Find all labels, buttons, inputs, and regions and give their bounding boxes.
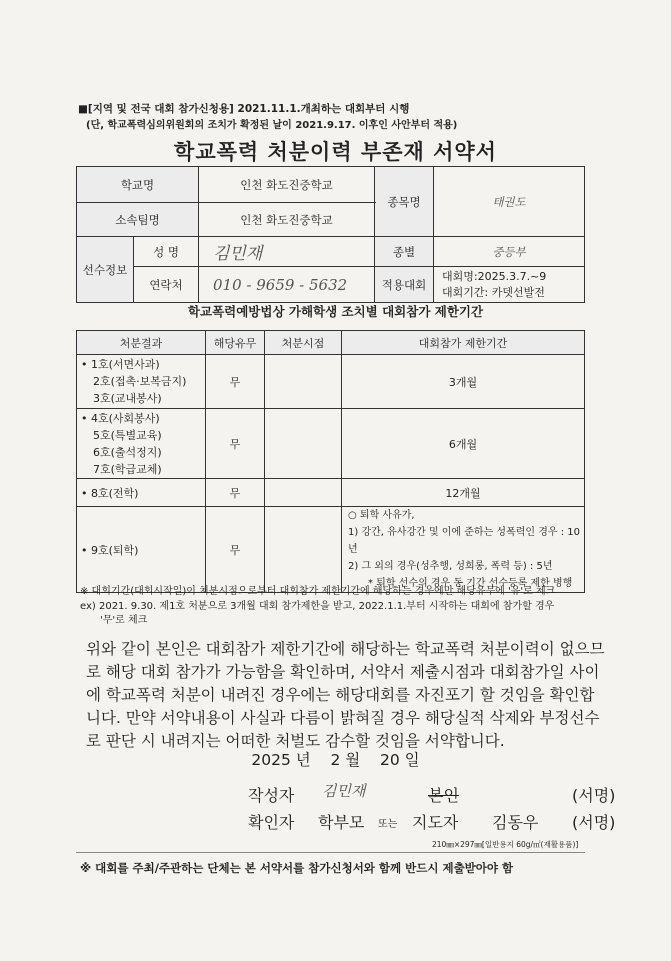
confirm-signature: (서명) <box>572 813 616 832</box>
period-line: * 퇴학 선수의 경우 동 기간 선수등록 제한 병행 <box>368 578 573 589</box>
decision-date <box>265 355 342 409</box>
note-3: '무'로 체크 <box>100 615 148 626</box>
result-item: 6호(출석정지) <box>93 445 162 459</box>
applicable-value: 무 <box>206 507 265 593</box>
confirm-or: 또는 <box>378 819 398 830</box>
competition-label: 적용대회 <box>375 267 434 303</box>
date-day-label: 일 <box>404 751 420 769</box>
category-value: 중등부 <box>434 237 585 267</box>
result-item: • 9호(퇴학) <box>77 507 206 593</box>
period-line: 2) 그 외의 경우(성추행, 성희롱, 폭력 등) : 5년 <box>348 561 553 572</box>
writer-role: 본인 <box>428 786 459 805</box>
period-value: 12개월 <box>342 479 585 507</box>
period-line: 1) 강간, 유사강간 및 이에 준하는 성폭력인 경우 : 10년 <box>348 527 581 555</box>
school-label: 학교명 <box>77 167 199 203</box>
footer-note: ※ 대회를 주최/주관하는 단체는 본 서약서를 참가신청서와 함께 반드시 제출받아야 함 <box>80 861 514 875</box>
competition-period: 대회기간: 카뎃선발전 <box>442 285 545 299</box>
result-item: • 1호(서면사과) <box>81 358 160 371</box>
writer-name: 김민재 <box>322 782 366 800</box>
decision-date <box>265 479 342 507</box>
writer-signature: (서명) <box>572 786 616 805</box>
period-value: 6개월 <box>342 409 585 479</box>
table-row <box>77 507 585 593</box>
confirm-parent: 학부모 <box>318 813 365 832</box>
name-value: 김민재 <box>199 237 375 267</box>
restriction-table <box>76 330 585 593</box>
confirm-label: 확인자 <box>248 813 295 832</box>
date-month: 2 <box>330 751 341 769</box>
writer-label: 작성자 <box>248 786 295 805</box>
table-row <box>77 409 585 479</box>
contact-value: 010 - 9659 - 5632 <box>199 267 375 303</box>
paper-spec: 210㎜×297㎜[일반용지 60g/㎡(재활용품)] <box>432 840 579 849</box>
header-line-1: ■[지역 및 전국 대회 참가신청용] 2021.11.1.개최하는 대회부터 시행 <box>78 103 410 115</box>
note-2: ex) 2021. 9.30. 제1호 처분으로 3개월 대회 참가제한을 받고, 2022.1.1.부터 시작하는 대회에 참가할 경우 <box>80 601 555 612</box>
sign-date <box>0 748 671 770</box>
statement-paragraph: 위와 같이 본인은 대회참가 제한기간에 해당하는 학교폭력 처분이력이 없으므로 해당 대회 참가가 가능함을 확인하며, 서약서 제출시점과 대회참가일 사이에 학교폭력 처분이 내려진 경우에는 해당대회를 자진포기 할 것임을 확인합니다. 만약 서약내용이 사실과 다름이 밝혀질 경우 해당실적 삭제와 부정선수로 판단 시 내려지는 어떠한 처벌도 감수할 것임을 서약합니다. <box>86 640 605 750</box>
contact-label: 연락처 <box>134 267 199 303</box>
team-value: 인천 화도진중학교 <box>199 203 375 237</box>
header-line-2: (단, 학교폭력심의위원회의 조치가 확정된 날이 2021.9.17. 이후인 사안부터 적용) <box>86 120 458 131</box>
document-title: 학교폭력 처분이력 부존재 서약서 <box>174 140 497 164</box>
result-item: 5호(특별교육) <box>93 428 162 442</box>
note-1: ※ 대회기간(대회시작일)이 처분시점으로부터 대회참가 제한기간에 해당하는 경우에만 해당유무에 '유'로 체크 <box>80 586 556 597</box>
table-row <box>77 355 585 409</box>
date-month-label: 월 <box>345 751 361 769</box>
decision-date <box>265 409 342 479</box>
col-header-date: 처분시점 <box>265 331 342 355</box>
result-item: 3호(교내봉사) <box>93 392 162 405</box>
period-line: ○ 퇴학 사유가, <box>348 510 415 521</box>
decision-date <box>265 507 342 593</box>
col-header-period: 대회참가 제한기간 <box>342 331 585 355</box>
result-item: 7호(학급교체) <box>93 462 162 476</box>
team-label: 소속팀명 <box>77 203 199 237</box>
athlete-info-table <box>76 166 585 303</box>
athlete-label: 선수정보 <box>77 237 134 303</box>
col-header-result: 처분결과 <box>77 331 206 355</box>
result-item: • 8호(전학) <box>77 479 206 507</box>
competition-name: 대회명:2025.3.7.~9 <box>442 269 547 283</box>
event-label: 종목명 <box>375 167 434 237</box>
confirm-coach: 지도자 <box>412 813 459 832</box>
date-year: 2025 <box>251 751 291 769</box>
period-value: 3개월 <box>342 355 585 409</box>
date-day: 20 <box>379 751 400 769</box>
result-item: 2호(접촉·보복금지) <box>93 375 187 388</box>
category-label: 종별 <box>375 237 434 267</box>
result-item: • 4호(사회봉사) <box>81 411 160 425</box>
applicable-value: 무 <box>206 479 265 507</box>
name-label: 성 명 <box>134 237 199 267</box>
confirm-name: 김동우 <box>492 813 539 832</box>
table-row <box>77 479 585 507</box>
restriction-title: 학교폭력예방법상 가해학생 조치별 대회참가 제한기간 <box>187 304 484 319</box>
event-value: 태권도 <box>434 167 585 237</box>
date-year-label: 년 <box>295 751 311 769</box>
col-header-applicable: 해당유무 <box>206 331 265 355</box>
footer-divider <box>76 852 585 853</box>
applicable-value: 무 <box>206 409 265 479</box>
applicable-value: 무 <box>206 355 265 409</box>
school-value: 인천 화도진중학교 <box>199 167 375 203</box>
